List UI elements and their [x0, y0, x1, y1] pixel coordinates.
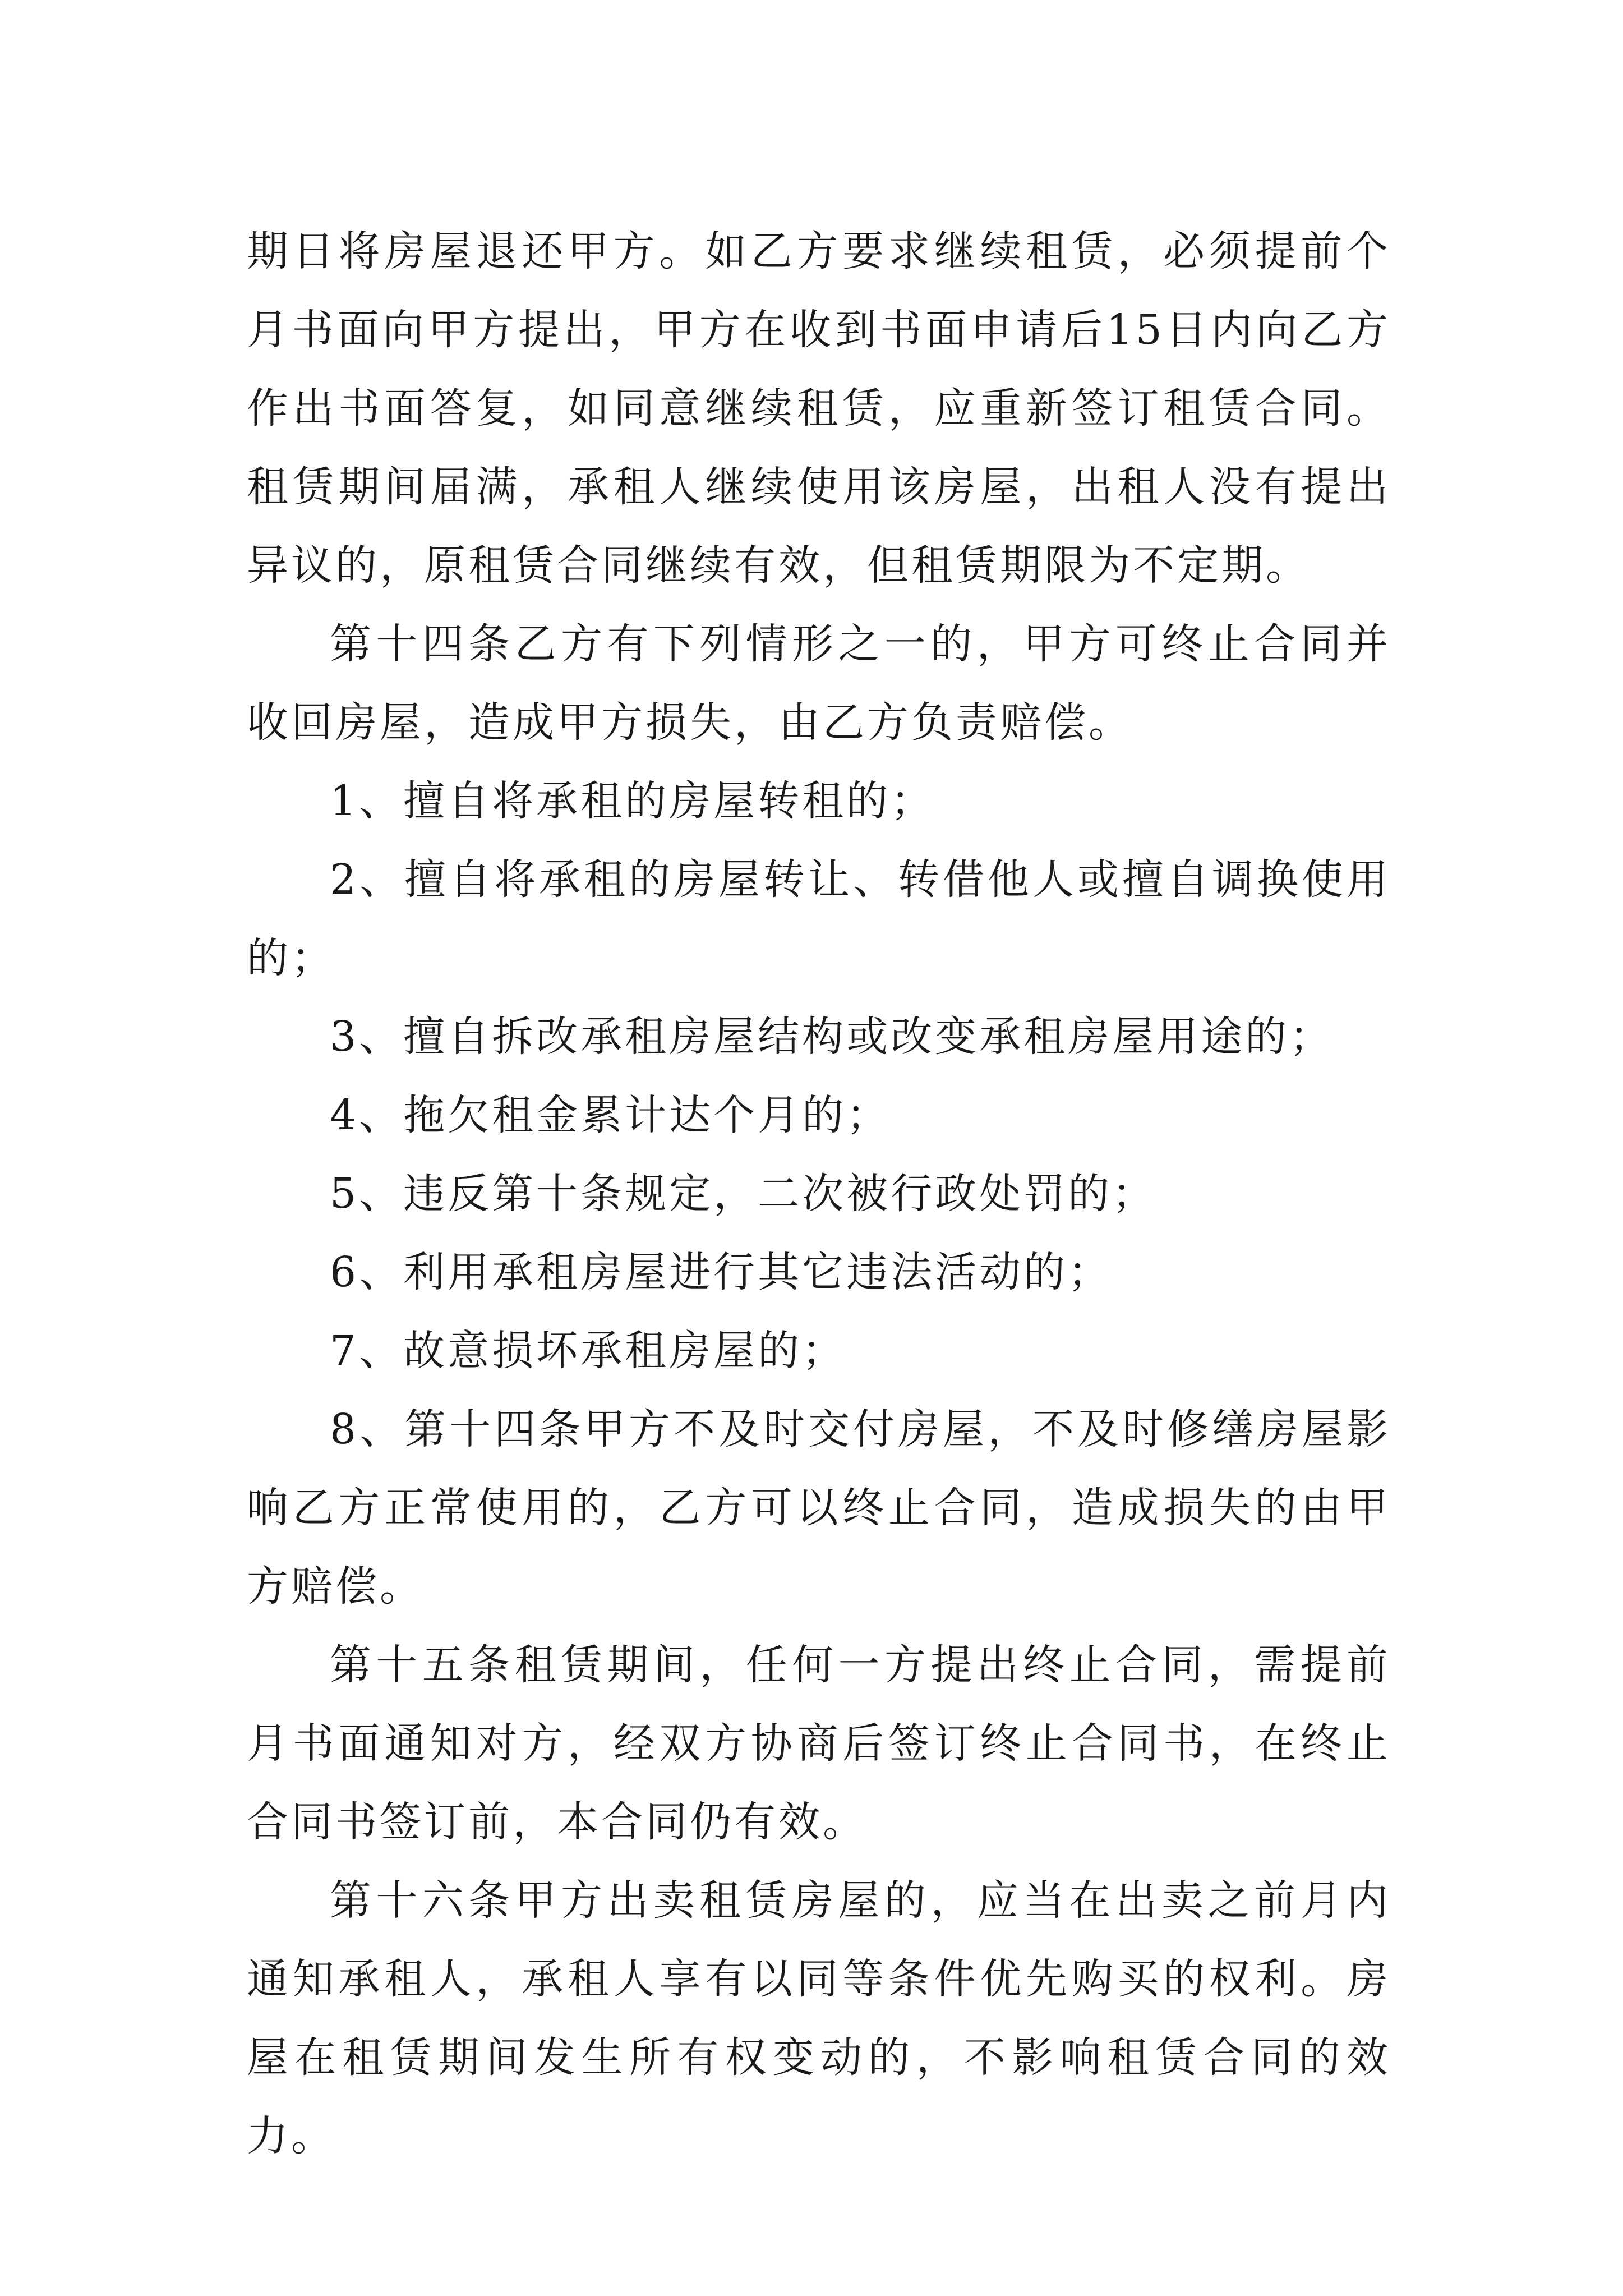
list-item-7: 7、故意损坏承租房屋的； [330, 1327, 847, 1375]
list-item-3: 3、擅自拆改承租房屋结构或改变承租房屋用途的； [330, 1013, 1334, 1061]
paragraph-article-16: 第十六条甲方出卖租赁房屋的，应当在出卖之前月内通知承租人，承租人享有以同等条件优先购买的权利。房屋在租赁期间发生所有权变动的，不影响租赁合同的效力。 [247, 1876, 1391, 2160]
document-body [247, 212, 1391, 2175]
list-item-5: 5、违反第十条规定，二次被行政处罚的； [330, 1170, 1157, 1218]
paragraph-continuation: 期日将房屋退还甲方。如乙方要求继续租赁，必须提前个月书面向甲方提出，甲方在收到书面申请后15日内向乙方作出书面答复，如同意继续租赁，应重新签订租赁合同。租赁期间届满，承租人继续使用该房屋，出租人没有提出异议的，原租赁合同继续有效，但租赁期限为不定期。 [247, 227, 1391, 590]
list-item-4: 4、拖欠租金累计达个月的； [330, 1091, 891, 1139]
list-item-2: 2、擅自将承租的房屋转让、转借他人或擅自调换使用的； [247, 855, 1391, 982]
list-item-1: 1、擅自将承租的房屋转租的； [330, 777, 935, 825]
paragraph-article-14: 第十四条乙方有下列情形之一的，甲方可终止合同并收回房屋，造成甲方损失，由乙方负责赔偿。 [247, 620, 1391, 747]
paragraph-article-15: 第十五条租赁期间，任何一方提出终止合同，需提前月书面通知对方，经双方协商后签订终止合同书，在终止合同书签订前，本合同仍有效。 [247, 1641, 1391, 1846]
list-item-6: 6、利用承租房屋进行其它违法活动的； [330, 1248, 1113, 1296]
list-item-8: 8、第十四条甲方不及时交付房屋，不及时修缮房屋影响乙方正常使用的，乙方可以终止合同，造成损失的由甲方赔偿。 [247, 1405, 1391, 1611]
